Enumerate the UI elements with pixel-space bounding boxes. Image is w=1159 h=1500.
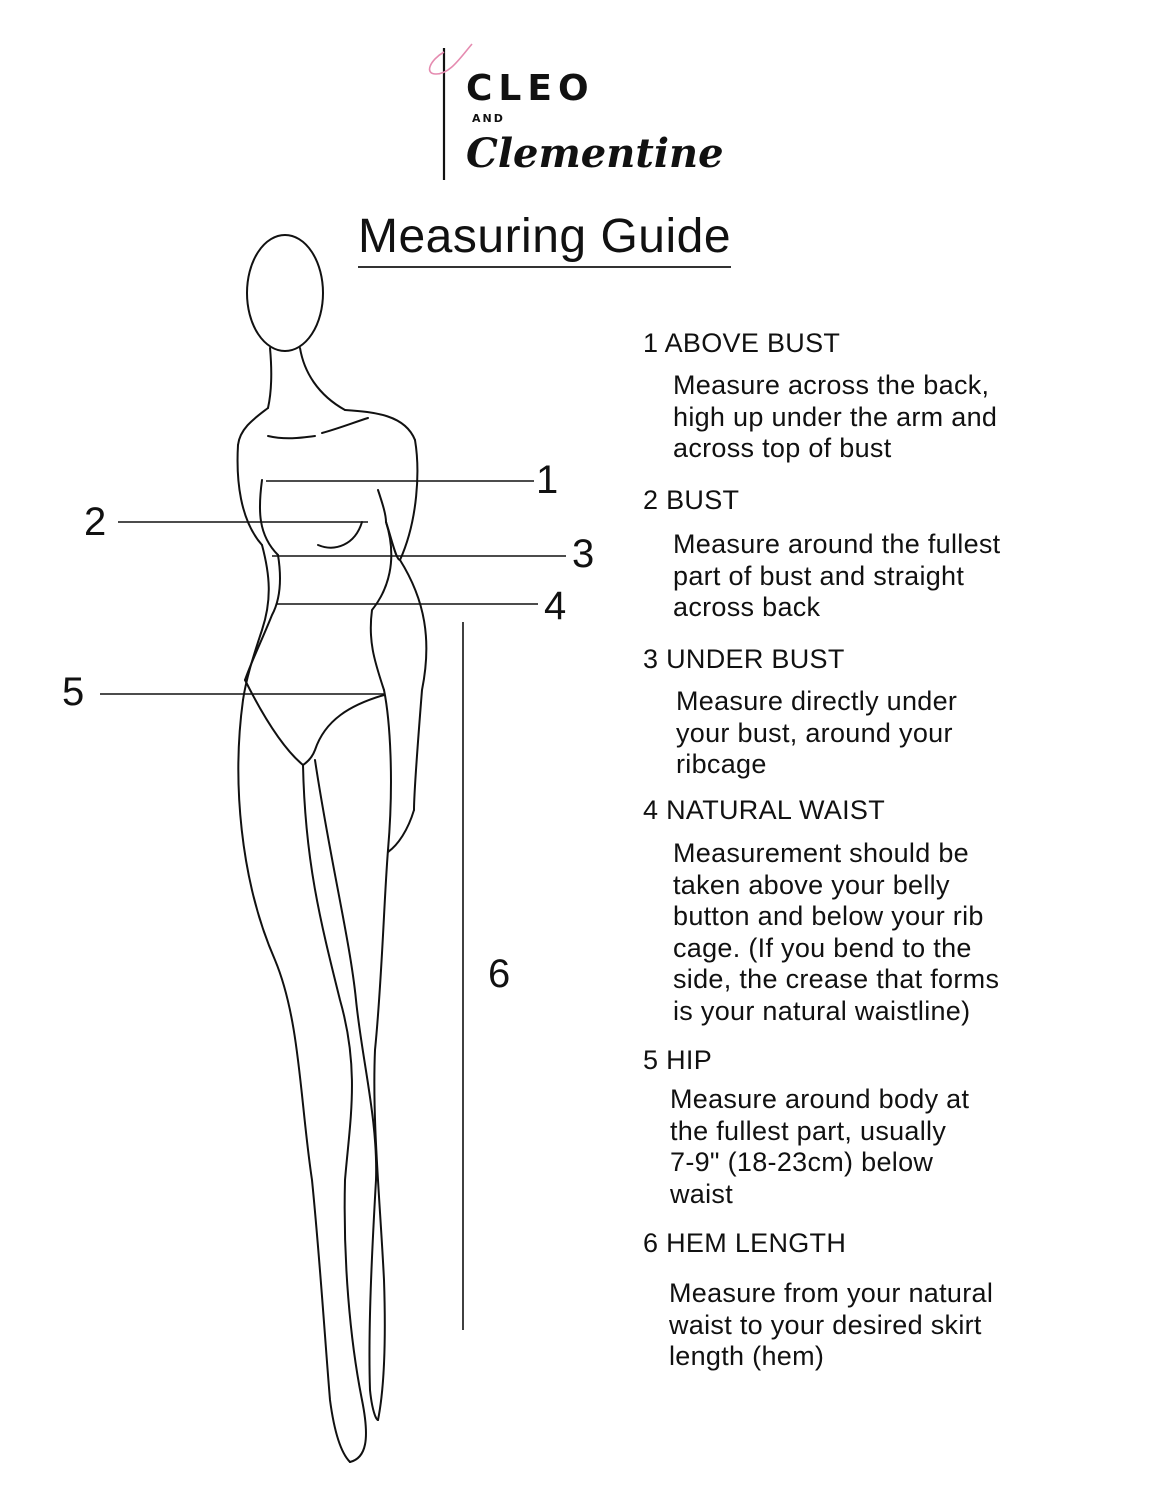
marker-label-5: 5 [62, 670, 85, 714]
brand-name-and: AND [472, 112, 505, 125]
measurement-desc-bust: Measure around the fullest part of bust and straight across back [673, 529, 1001, 622]
marker-label-3: 3 [572, 532, 595, 576]
measurement-heading-under-bust: 3 UNDER BUST [643, 644, 845, 674]
measurement-desc-hem-length: Measure from your natural waist to your desired skirt length (hem) [669, 1278, 994, 1371]
marker-label-1: 1 [536, 458, 559, 502]
marker-label-6: 6 [488, 952, 511, 996]
measurement-heading-natural-waist: 4 NATURAL WAIST [643, 795, 886, 825]
measurement-desc-under-bust: Measure directly under your bust, around your ribcage [676, 686, 958, 779]
page-title: Measuring Guide [358, 208, 731, 268]
measurement-heading-hem-length: 6 HEM LENGTH [643, 1228, 847, 1258]
measurement-desc-above-bust: Measure across the back, high up under the arm and across top of bust [673, 370, 998, 463]
marker-label-2: 2 [84, 500, 107, 544]
measurement-heading-above-bust: 1 ABOVE BUST [643, 328, 841, 358]
brand-name-script: Clementine [466, 130, 724, 177]
measurement-desc-hip: Measure around body at the fullest part, usually 7-9" (18-23cm) below waist [670, 1084, 970, 1209]
measurement-heading-bust: 2 BUST [643, 485, 740, 515]
measurement-heading-hip: 5 HIP [643, 1045, 713, 1075]
marker-label-4: 4 [544, 584, 567, 628]
measurement-desc-natural-waist: Measurement should be taken above your belly button and below your rib cage. (If you bend to the side, the crease that forms is your natural waistline) [673, 838, 1000, 1026]
brand-name-top: CLEO [466, 68, 595, 109]
